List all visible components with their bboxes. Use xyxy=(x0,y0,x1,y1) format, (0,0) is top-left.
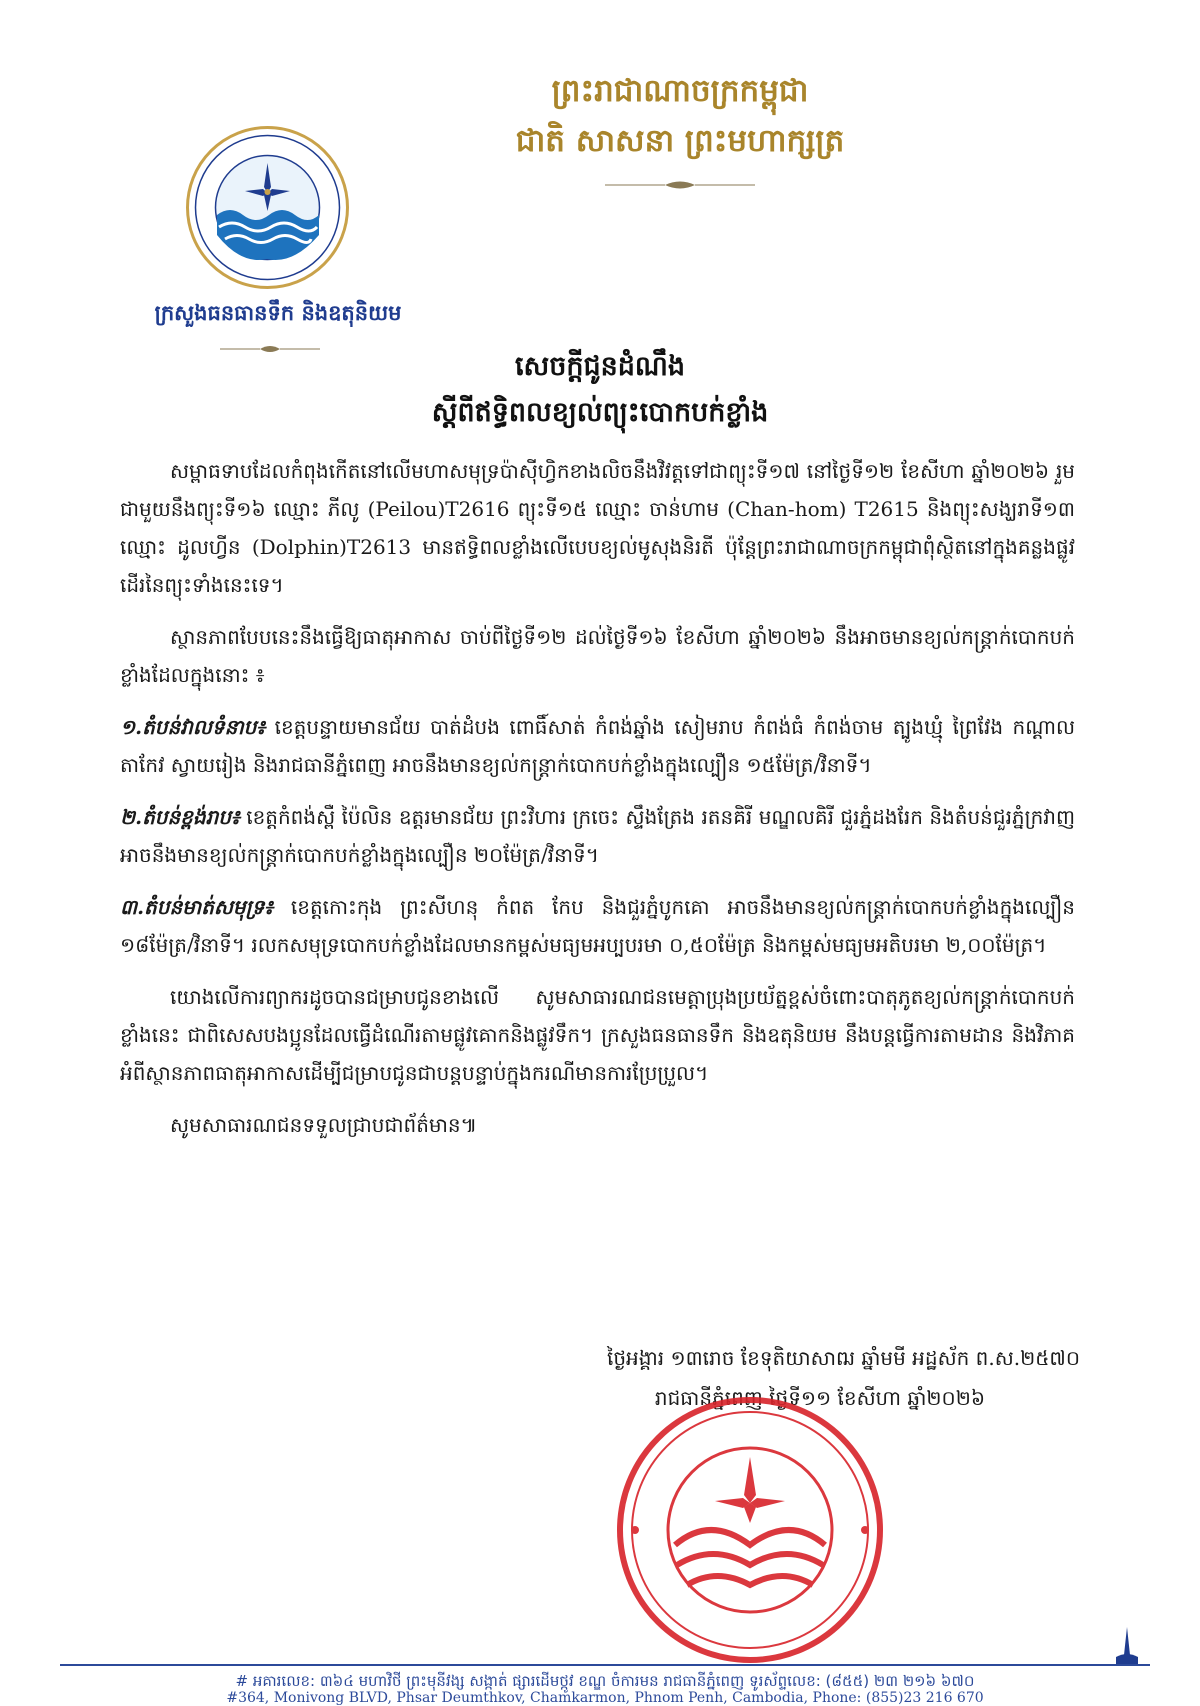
region-item xyxy=(120,708,1075,784)
closing-line: សូមសាធារណជនទទួលជ្រាបជាព័ត៌មាន៕ xyxy=(170,1113,478,1137)
document-subtitle: ស្តីពីឥទ្ធិពលខ្យល់ព្យុះបោកបក់ខ្លាំង xyxy=(431,397,769,428)
region-label: ២.តំបន់ខ្ពង់រាប៖ xyxy=(120,805,240,829)
intro-paragraph: សម្ពាធទាបដែលកំពុងកើតនៅលើមហាសមុទ្រប៉ាស៊ីហ្វិកខាងលិចនឹងវិវត្តទៅជាព្យុះទី១៧ នៅថ្ងៃទី១២ ខែសីហា ឆ្នាំ២០២៦ រួមជាមួយនឹងព្យុះទី១៦ ឈ្មោះ ភីលូ (Peilou)T2616 ព្យុះទី១៥ ឈ្មោះ ចាន់ហាម (Chan-hom) T2615 និងព្យុះសង្ឃរាទី១៣ ឈ្មោះ ដូលហ្វីន (Dolphin)T2613 មានឥទ្ធិពលខ្លាំងលើបេបខ្យល់មូសុងនិរតី ប៉ុន្តែព្រះរាជាណាចក្រកម្ពុជាពុំស្ថិតនៅក្នុងគន្លងផ្លូវដើរនៃព្យុះទាំងនេះទេ។ xyxy=(120,459,1075,597)
footer-divider xyxy=(60,1664,1150,1666)
official-seal xyxy=(615,1395,885,1665)
region-item xyxy=(120,888,1075,964)
region-label: ១.តំបន់វាលទំនាប៖ xyxy=(120,715,266,739)
region-label: ៣.តំបន់មាត់សមុទ្រ៖ xyxy=(120,895,274,919)
footer-address-en: #364, Monivong BLVD, Phsar Deumthkov, Chamkarmon, Phnom Penh, Cambodia, Phone: (855)23 216 670 xyxy=(226,1690,984,1706)
gregorian-date: រាជធានីភ្នំពេញ ថ្ងៃទី១១ ខែសីហា ឆ្នាំ២០២៦ xyxy=(654,1386,985,1410)
advice-paragraph: យោងលើការព្យាករដូចបានជម្រាបជូនខាងលើ សូមសាធារណជនមេត្តាប្រុងប្រយ័ត្នខ្ពស់ចំពោះបាតុភូតខ្យល់កន្ត្រាក់បោកបក់ខ្លាំងនេះ ជាពិសេសបងប្អូនដែលធ្វើដំណើរតាមផ្លូវគោកនិងផ្លូវទឹក។ ក្រសួងធនធានទឹក និងឧតុនិយម នឹងបន្តធ្វើការតាមដាន និងវិភាគអំពីស្ថានភាពធាតុអាកាសដើម្បីជម្រាបជូនជាបន្តបន្ទាប់ក្នុងករណីមានការប្រែប្រួល។ xyxy=(120,985,1075,1085)
ministry-logo xyxy=(185,125,350,290)
motto-heading: ជាតិ សាសនា ព្រះមហាក្សត្រ xyxy=(515,123,845,159)
situation-paragraph: ស្ថានភាពបែបនេះនឹងធ្វើឱ្យធាតុអាកាស ចាប់ពីថ្ងៃទី១២ ដល់ថ្ងៃទី១៦ ខែសីហា ឆ្នាំ២០២៦ នឹងអាចមានខ្យល់កន្ត្រាក់បោកបក់ខ្លាំងដែលក្នុងនោះ ៖ xyxy=(120,625,1075,687)
document-body xyxy=(120,452,1075,1158)
document-title: សេចក្តីជូនដំណឹង xyxy=(514,351,686,382)
lunar-date: ថ្ងៃអង្គារ ១៣រោច ខែទុតិយាសាឍ ឆ្នាំមមី អដ្ឋស័ក ព.ស.២៥៧០ xyxy=(606,1346,1080,1370)
region-item xyxy=(120,798,1075,874)
kingdom-heading: ព្រះរាជាណាចក្រកម្ពុជា xyxy=(551,73,809,109)
ministry-name: ក្រសួងធនធានទឹក និងឧតុនិយម xyxy=(154,301,402,325)
footer-address-kh: # អគារលេខ: ៣៦៤ មហាវិថី ព្រះមុនីវង្ស សង្កាត់ ផ្សារដើមថ្កូវ ខណ្ឌ ចំការមន រាជធានីភ្នំពេញ ទូរស័ព្ទលេខ: (៨៥៥) ២៣ ២១៦ ៦៧០ xyxy=(235,1672,975,1690)
region-text: ខេត្តបន្ទាយមានជ័យ បាត់ដំបង ពោធិ៍សាត់ កំពង់ឆ្នាំង សៀមរាប កំពង់ធំ កំពង់ចាម ត្បូងឃ្មុំ ព្រៃវែង កណ្តាល តាកែវ ស្វាយរៀង និងរាជធានីភ្នំពេញ អាចនឹងមានខ្យល់កន្ត្រាក់បោកបក់ខ្លាំងក្នុងល្បឿន ១៥ម៉ែត្រ/វិនាទី។ xyxy=(120,715,1075,777)
region-text: ខេត្តកោះកុង ព្រះសីហនុ កំពត កែប និងជួរភ្នំបូកគោ អាចនឹងមានខ្យល់កន្ត្រាក់បោកបក់ខ្លាំងក្នុងល្បឿន ១៨ម៉ែត្រ/វិនាទី។ រលកសមុទ្របោកបក់ខ្លាំងដែលមានកម្ពស់មធ្យមអប្បបរមា ០,៥០ម៉ែត្រ និងកម្ពស់មធ្យមអតិបរមា ២,០០ម៉ែត្រ។ xyxy=(120,895,1075,957)
ornament-divider xyxy=(605,178,755,192)
region-text: ខេត្តកំពង់ស្ពឺ ប៉ៃលិន ឧត្តរមានជ័យ ព្រះវិហារ ក្រចេះ ស្ទឹងត្រែង រតនគិរី មណ្ឌលគិរី ជួរភ្នំដងរែក និងតំបន់ជួរភ្នំក្រវាញ អាចនឹងមានខ្យល់កន្ត្រាក់បោកបក់ខ្លាំងក្នុងល្បឿន ២០ម៉ែត្រ/វិនាទី។ xyxy=(120,805,1075,867)
